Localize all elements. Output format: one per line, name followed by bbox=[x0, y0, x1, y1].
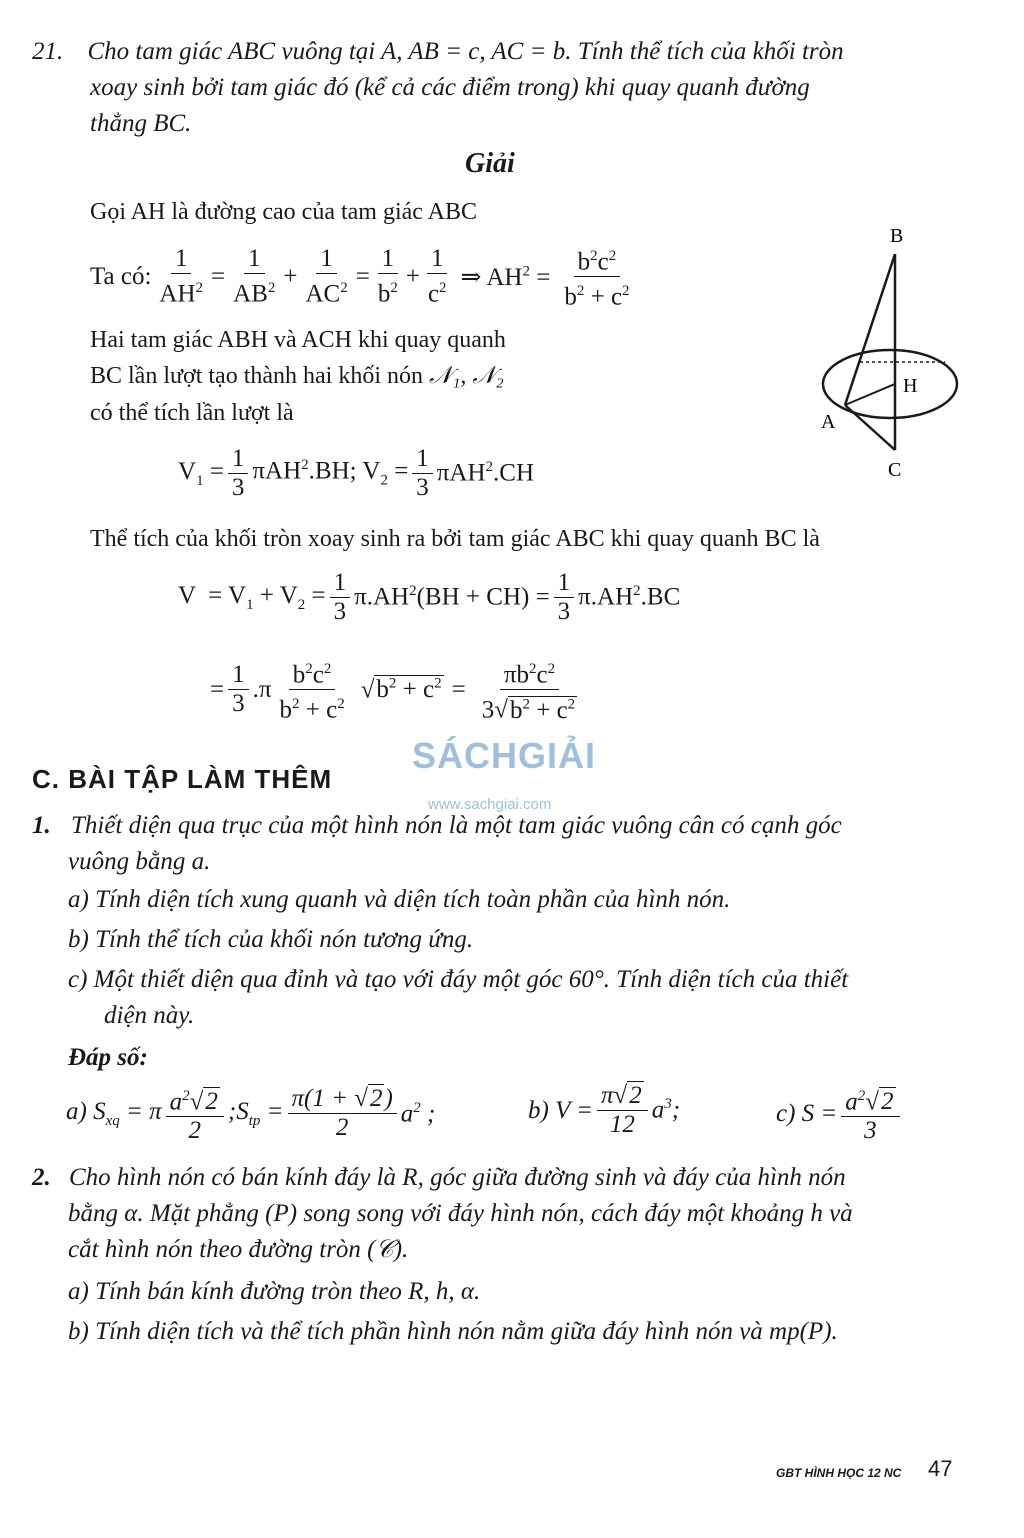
exercise-1 bbox=[32, 808, 972, 844]
solution-para1: Hai tam giác ABH và ACH khi quay quanh bbox=[90, 327, 506, 353]
problem-text-line3: thẳng BC. bbox=[90, 110, 192, 137]
equation-v-total: $V = V_1 + V_2$ = $\frac{1}{3}$ $\pi.AH^2(BH + CH)$ = $\frac{1}{3}$ $\pi.AH^2.BC$ bbox=[178, 569, 681, 625]
answer-a: a) $S_{xq} = \pi$ $\frac{a^2√2}{2}$ $;S_{tp}$ = $\frac{\pi(1 + √2)}{2}$ $a^2$ ; bbox=[66, 1082, 435, 1145]
fraction: $\frac{1}{3}$ bbox=[554, 569, 575, 626]
answer-label: Đáp số: bbox=[68, 1044, 148, 1071]
exercise-1-a: a) Tính diện tích xung quanh và diện tích toàn phần của hình nón. bbox=[68, 886, 731, 913]
exercise-2-line3: cắt hình nón theo đường tròn (𝒞). bbox=[68, 1236, 409, 1263]
fraction: $\frac{1}{3}$ bbox=[330, 569, 351, 626]
answer-c: c) S = $\frac{a^2√2}{3}$ bbox=[776, 1082, 904, 1145]
fraction: $\frac{1}{3}$ bbox=[412, 445, 433, 502]
exercise-number: 2. bbox=[32, 1164, 51, 1191]
exercise-2-a: a) Tính bán kính đường tròn theo R, h, α. bbox=[68, 1278, 481, 1305]
exercise-2 bbox=[32, 1160, 972, 1196]
fraction: $\frac{\pi√2}{12}$ bbox=[597, 1082, 648, 1139]
problem-21 bbox=[32, 34, 972, 70]
solution-conclusion: Thể tích của khối tròn xoay sinh ra bởi tam giác ABC khi quay quanh BC là bbox=[90, 526, 820, 552]
fraction: $\frac{\pi b^2c^2}{3√b^2 + c^2}$ bbox=[478, 655, 581, 725]
equation-v-result: = $\frac{1}{3}$ .π $\frac{b^2c^2}{b^2 + c^2}$ $√b^2 + c^2$ = $\frac{\pi b^2c^2}{3√b^2 + c^2}$ bbox=[210, 655, 585, 725]
watermark-url: www.sachgiai.com bbox=[428, 796, 552, 813]
exercise-2-b: b) Tính diện tích và thể tích phần hình nón nằm giữa đáy hình nón và mp(P). bbox=[68, 1318, 838, 1345]
footer-book-label: GBT HÌNH HỌC 12 NC bbox=[776, 1466, 902, 1480]
fraction: $\frac{1}{AH^2}$ bbox=[159, 245, 204, 308]
exercise-1-line1: Thiết diện qua trục của một hình nón là một tam giác vuông cân có cạnh góc bbox=[71, 812, 842, 839]
solution-line1: Gọi AH là đường cao của tam giác ABC bbox=[90, 199, 477, 225]
label-h: H bbox=[903, 375, 918, 397]
solution-para2 bbox=[90, 359, 504, 393]
ta-co-label: Ta có: bbox=[90, 262, 152, 290]
fraction: $\frac{1}{AC^2}$ bbox=[305, 245, 348, 308]
fraction: $\frac{a^2√2}{2}$ bbox=[166, 1082, 224, 1145]
exercise-2-line1: Cho hình nón có bán kính đáy là R, góc giữa đường sinh và đáy của hình nón bbox=[69, 1164, 846, 1191]
label-a: A bbox=[821, 411, 836, 433]
exercise-1-c: c) Một thiết diện qua đỉnh và tạo với đáy một góc 60°. Tính diện tích của thiết bbox=[68, 966, 849, 993]
exercise-1-c-line2: diện này. bbox=[104, 1002, 195, 1029]
exercise-1-b: b) Tính thể tích của khối nón tương ứng. bbox=[68, 926, 474, 953]
exercise-2-line2: bằng α. Mặt phẳng (P) song song với đáy hình nón, cách đáy một khoảng h và bbox=[68, 1200, 853, 1227]
exercise-1-line2: vuông bằng a. bbox=[68, 848, 211, 875]
problem-text-line1: Cho tam giác ABC vuông tại A, AB = c, AC = b. Tính thể tích của khối tròn bbox=[87, 38, 844, 65]
fraction: $\frac{1}{3}$ bbox=[228, 661, 249, 718]
watermark-logo: SÁCHGIẢI bbox=[412, 735, 597, 776]
cone-figure bbox=[815, 222, 965, 487]
solution-para2-math: 𝒩₁, 𝒩₂ bbox=[429, 363, 504, 389]
label-b: B bbox=[890, 225, 904, 247]
page-number: 47 bbox=[928, 1456, 953, 1481]
answer-b: b) V = $\frac{\pi√2}{12}$ $a^3$; bbox=[528, 1082, 681, 1138]
fraction: $\frac{1}{c^2}$ bbox=[427, 245, 447, 308]
solution-para2-text: BC lần lượt tạo thành hai khối nón bbox=[90, 363, 423, 389]
solution-para3: có thể tích lần lượt là bbox=[90, 400, 294, 426]
fraction: $\frac{1}{b^2}$ bbox=[377, 245, 398, 308]
fraction: $\frac{a^2√2}{3}$ bbox=[841, 1082, 899, 1145]
problem-number: 21. bbox=[32, 38, 64, 65]
solution-title: Giải bbox=[465, 148, 515, 179]
section-c-heading: C. BÀI TẬP LÀM THÊM bbox=[32, 764, 333, 794]
fraction: $\frac{\pi(1 + √2)}{2}$ bbox=[288, 1085, 397, 1142]
fraction: $\frac{b^2c^2}{b^2 + c^2}$ bbox=[560, 242, 633, 312]
exercise-number: 1. bbox=[32, 812, 51, 839]
equation-v1-v2: $V_1$ = $\frac{1}{3}$ πAH$^2$.BH; $V_2$ = $\frac{1}{3}$ πAH$^2$.CH bbox=[178, 445, 535, 501]
label-c: C bbox=[888, 459, 902, 481]
equation-ta-co: Ta có: $\frac{1}{AH^2}$ = $\frac{1}{AB^2}$ + $\frac{1}{AC^2}$ = $\frac{1}{b^2}$ + $\frac{1}{c^2}$ ⇒ $AH^2$ = $\frac{b^2c^2}{b^2 + c^2}$ bbox=[90, 242, 638, 312]
fraction: $\frac{b^2c^2}{b^2 + c^2}$ bbox=[275, 655, 348, 725]
problem-text-line2: xoay sinh bởi tam giác đó (kể cả các điểm trong) khi quay quanh đường bbox=[90, 74, 810, 101]
fraction: $\frac{1}{3}$ bbox=[228, 445, 249, 502]
fraction: $\frac{1}{AB^2}$ bbox=[233, 245, 276, 308]
